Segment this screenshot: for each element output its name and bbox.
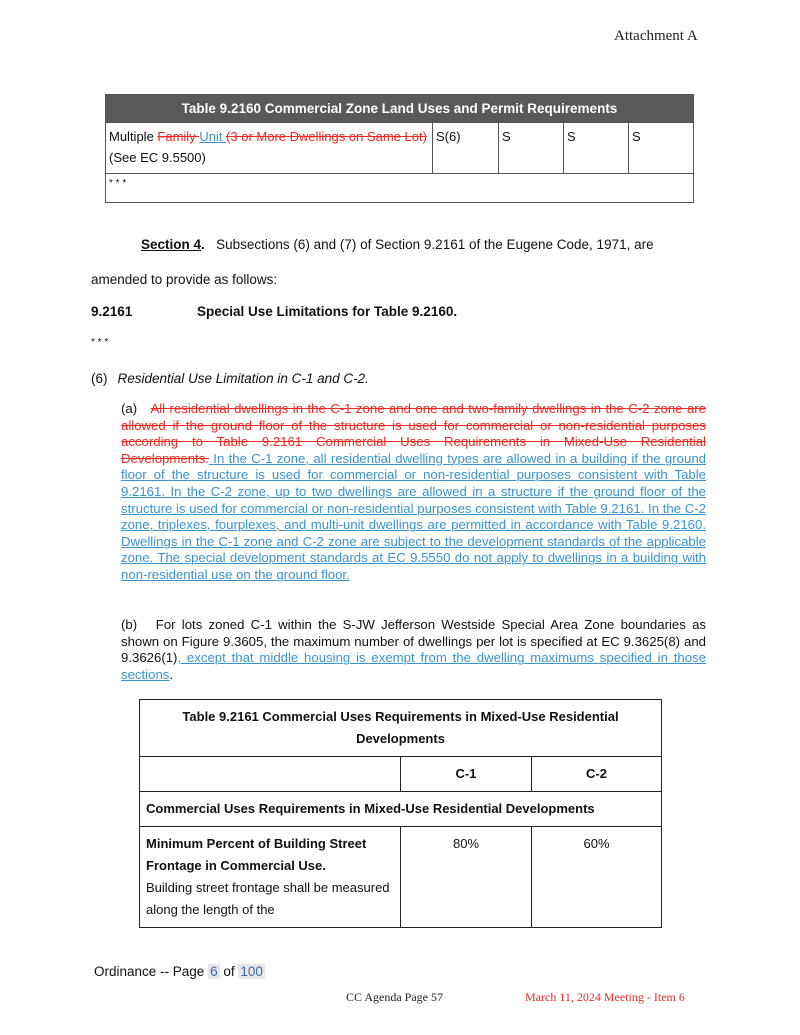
value-cell: S bbox=[629, 123, 694, 174]
column-header bbox=[140, 757, 401, 792]
section-4-lead: Section 4 bbox=[141, 237, 202, 252]
agenda-page: CC Agenda Page 57 bbox=[346, 990, 443, 1004]
section-4-paragraph-cont: amended to provide as follows: bbox=[91, 272, 278, 287]
c2-value: 60% bbox=[532, 827, 662, 928]
page-total: 100 bbox=[240, 964, 263, 979]
value-cell: S bbox=[499, 123, 564, 174]
section-4-paragraph: Section 4. Subsections (6) and (7) of Section 9.2161 of the Eugene Code, 1971, are bbox=[141, 237, 654, 252]
section-title: Special Use Limitations for Table 9.2160. bbox=[197, 304, 458, 319]
table-9-2160-title: Table 9.2160 Commercial Zone Land Uses and Permit Requirements bbox=[106, 95, 694, 123]
deleted-text: Family bbox=[157, 129, 200, 144]
paragraph-a: (a) All residential dwellings in the C-1 zone and one and two-family dwellings in the C-2 zone are allowed if the ground floor of the structure is used for commercial or non-residential purposes according to Table 9.2161 Commercial Uses Requirements in Mixed-Use Residential Developments. In the C-1 zone, all residential dwelling types are allowed in a building if the ground floor of the structure is used for commercial or non-residential purposes consistent with Table 9.2161. In the C-2 zone, up to two dwellings are allowed in a structure if the ground floor of the structure is used for commercial or non-residential purposes consistent with Table 9.2161. In the C-2 zone, triplexes, fourplexes, and multi-unit dwellings are permitted in accordance with Table 9.2160. Dwellings in the C-1 zone and C-2 zone are subject to the development standards of the applicable zone. The special development standards at EC 9.5550 do not apply to dwellings in a building with non-residential use on the ground floor. bbox=[121, 401, 707, 582]
table-9-2161-title: Table 9.2161 Commercial Uses Requirements in Mixed-Use Residential Developments bbox=[140, 700, 662, 757]
page-number: 6 bbox=[210, 964, 218, 979]
section-heading bbox=[91, 303, 458, 321]
column-header-c1: C-1 bbox=[401, 757, 532, 792]
deleted-text: (3 or More Dwellings on Same Lot) bbox=[226, 129, 427, 144]
deleted-text: All residential dwellings in the C-1 zone and one and two-family dwellings in the C-2 zone are allowed if the ground floor of the structure is used for commercial or non-residential purposes according to Table 9.2161 Commercial Uses Requirements in Mixed-Use Residential Developments. bbox=[121, 401, 707, 466]
attachment-label: Attachment A bbox=[614, 28, 698, 44]
table-9-2160 bbox=[105, 94, 694, 203]
ellipsis: * * * bbox=[91, 337, 109, 348]
value-cell: S bbox=[564, 123, 629, 174]
table-9-2161 bbox=[139, 699, 662, 928]
c1-value: 80% bbox=[401, 827, 532, 928]
inserted-text: , except that middle housing is exempt from the dwelling maximums specified in those sections bbox=[121, 650, 706, 682]
table-section-row: Commercial Uses Requirements in Mixed-Use Residential Developments bbox=[140, 792, 662, 827]
table-row bbox=[106, 123, 694, 174]
paragraph-b: (b) For lots zoned C-1 within the S-JW Jefferson Westside Special Area Zone boundaries as shown on Figure 9.3605, the maximum number of dwellings per lot is specified at EC 9.3625(8) and 9.3626(1), except that middle housing is exempt from the dwelling maximums specified in those sections. bbox=[121, 617, 707, 682]
inserted-text: Unit bbox=[199, 129, 227, 144]
table-header-row bbox=[140, 757, 662, 792]
value-cell: S(6) bbox=[433, 123, 499, 174]
subsection-6-heading: (6) Residential Use Limitation in C-1 and C-2. bbox=[91, 371, 369, 386]
table-row bbox=[140, 827, 662, 928]
table-ellipsis: * * * bbox=[106, 174, 694, 203]
section-number: 9.2161 bbox=[91, 304, 133, 319]
column-header-c2: C-2 bbox=[532, 757, 662, 792]
use-cell: Multiple Family Unit (3 or More Dwellings on Same Lot) (See EC 9.5500) bbox=[106, 123, 433, 174]
page-footer: Ordinance -- Page 6 of 100 bbox=[94, 964, 263, 979]
inserted-text: In the C-1 zone, all residential dwelling types are allowed in a building if the ground floor of the structure is used for commercial or non-residential purposes consistent with Table 9.2161. In the C-2 zone, up to two dwellings are allowed in a structure if the ground floor of the structure is used for commercial or non-residential purposes consistent with Table 9.2161. In the C-2 zone, triplexes, fourplexes, and multi-unit dwellings are permitted in accordance with Table 9.2160. Dwellings in the C-1 zone and C-2 zone are subject to the development standards of the applicable zone. The special development standards at EC 9.5550 do not apply to dwellings in a building with non-residential use on the ground floor. bbox=[121, 450, 706, 582]
meeting-label: March 11, 2024 Meeting - Item 6 bbox=[525, 990, 685, 1004]
requirement-label: Minimum Percent of Building Street Frontage in Commercial Use. Building street frontage shall be measured along the length of the bbox=[140, 827, 401, 928]
